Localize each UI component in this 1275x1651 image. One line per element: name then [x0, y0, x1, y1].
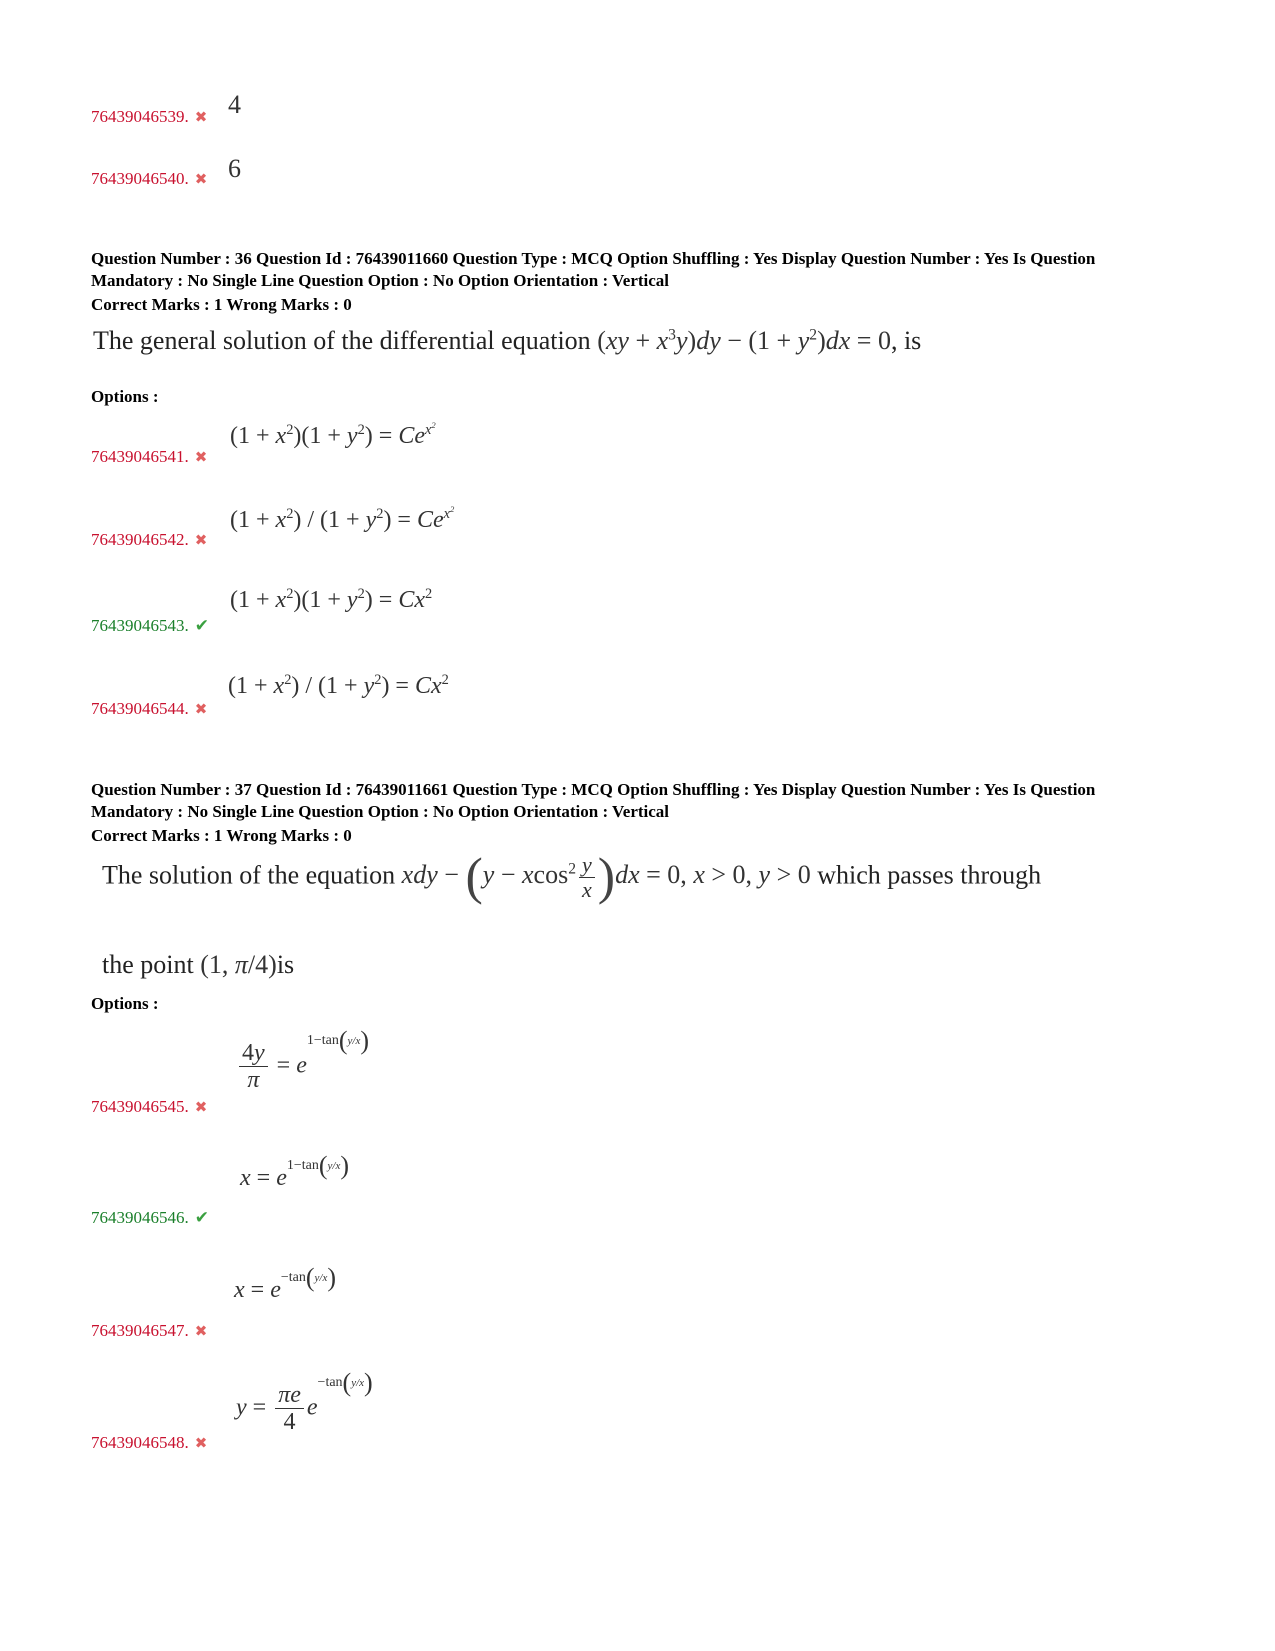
cross-icon: ✖	[194, 1100, 208, 1116]
cross-icon: ✖	[194, 1436, 208, 1452]
question-36-marks: Correct Marks : 1 Wrong Marks : 0	[91, 295, 352, 314]
option-id-76439046544: 76439046544. ✖	[91, 699, 208, 718]
option-id-76439046540: 76439046540. ✖	[91, 169, 208, 188]
option-id-76439046546: 76439046546. ✔	[91, 1208, 209, 1227]
cross-icon: ✖	[194, 1324, 208, 1340]
option-formula: y = $\frac{\pi e}{4}$ e−tan(y/x)	[236, 1368, 373, 1436]
option-content: 6	[228, 154, 241, 183]
option-formula: $(1 + x^2) / (1 + y^2) = Cx^2$	[228, 672, 449, 699]
option-formula: x = e1−tan(y/x)	[240, 1151, 350, 1191]
options-label: Options :	[91, 387, 159, 406]
question-37-meta: Question Number : 37 Question Id : 76439011661 Question Type : MCQ Option Shuffling : Yes Display Question Number : Yes Is Question Mandatory : No Single Line Question Option : No Option Orientation : Vertical	[91, 780, 1096, 821]
option-formula: $(1 + x^2)(1 + y^2) = Cx^2$	[230, 586, 433, 613]
option-id-76439046548: 76439046548. ✖	[91, 1433, 208, 1452]
option-id-76439046545: 76439046545. ✖	[91, 1097, 208, 1116]
question-37-text: The solution of the equation xdy − (y − xcos$^2$ $\frac{y}{x}$ )dx = 0, x > 0, y > 0 which passes through	[102, 849, 1042, 906]
cross-icon: ✖	[194, 702, 208, 718]
check-icon: ✔	[194, 616, 209, 635]
option-formula: $(1 + x^2)(1 + y^2) = Ce^{x^2}$	[230, 420, 436, 449]
cross-icon: ✖	[194, 110, 208, 126]
option-id-76439046542: 76439046542. ✖	[91, 530, 208, 549]
cross-icon: ✖	[194, 533, 208, 549]
option-formula: $\frac{4y}{\pi}$ = e1−tan(y/x)	[236, 1040, 369, 1094]
option-id-76439046541: 76439046541. ✖	[91, 447, 208, 466]
question-36-text: The general solution of the differential equation $(xy + x^3y)dy - (1 + y^2)dx = 0$, is	[93, 326, 922, 355]
options-label: Options :	[91, 994, 159, 1013]
cross-icon: ✖	[194, 172, 208, 188]
question-37-equation: xdy − (y − xcos$^2$ $\frac{y}{x}$ )dx = 0, x > 0, y > 0	[401, 849, 811, 906]
question-37-text-line2: the point (1, π/4)is	[102, 950, 295, 979]
option-content: 4	[228, 90, 241, 119]
option-formula: x = e−tan(y/x)	[234, 1263, 337, 1303]
question-36-meta: Question Number : 36 Question Id : 76439011660 Question Type : MCQ Option Shuffling : Yes Display Question Number : Yes Is Question Mandatory : No Single Line Question Option : No Option Orientation : Vertical	[91, 249, 1096, 290]
question-37-marks: Correct Marks : 1 Wrong Marks : 0	[91, 826, 352, 845]
question-36-equation: $(xy + x^3y)dy - (1 + y^2)dx = 0$	[597, 326, 891, 355]
option-id-76439046547: 76439046547. ✖	[91, 1321, 208, 1340]
option-formula: $(1 + x^2) / (1 + y^2) = Ce^{x^2}$	[230, 504, 455, 533]
option-id-76439046543: 76439046543. ✔	[91, 616, 209, 635]
option-id-76439046539: 76439046539. ✖	[91, 107, 208, 126]
check-icon: ✔	[194, 1208, 209, 1227]
cross-icon: ✖	[194, 450, 208, 466]
